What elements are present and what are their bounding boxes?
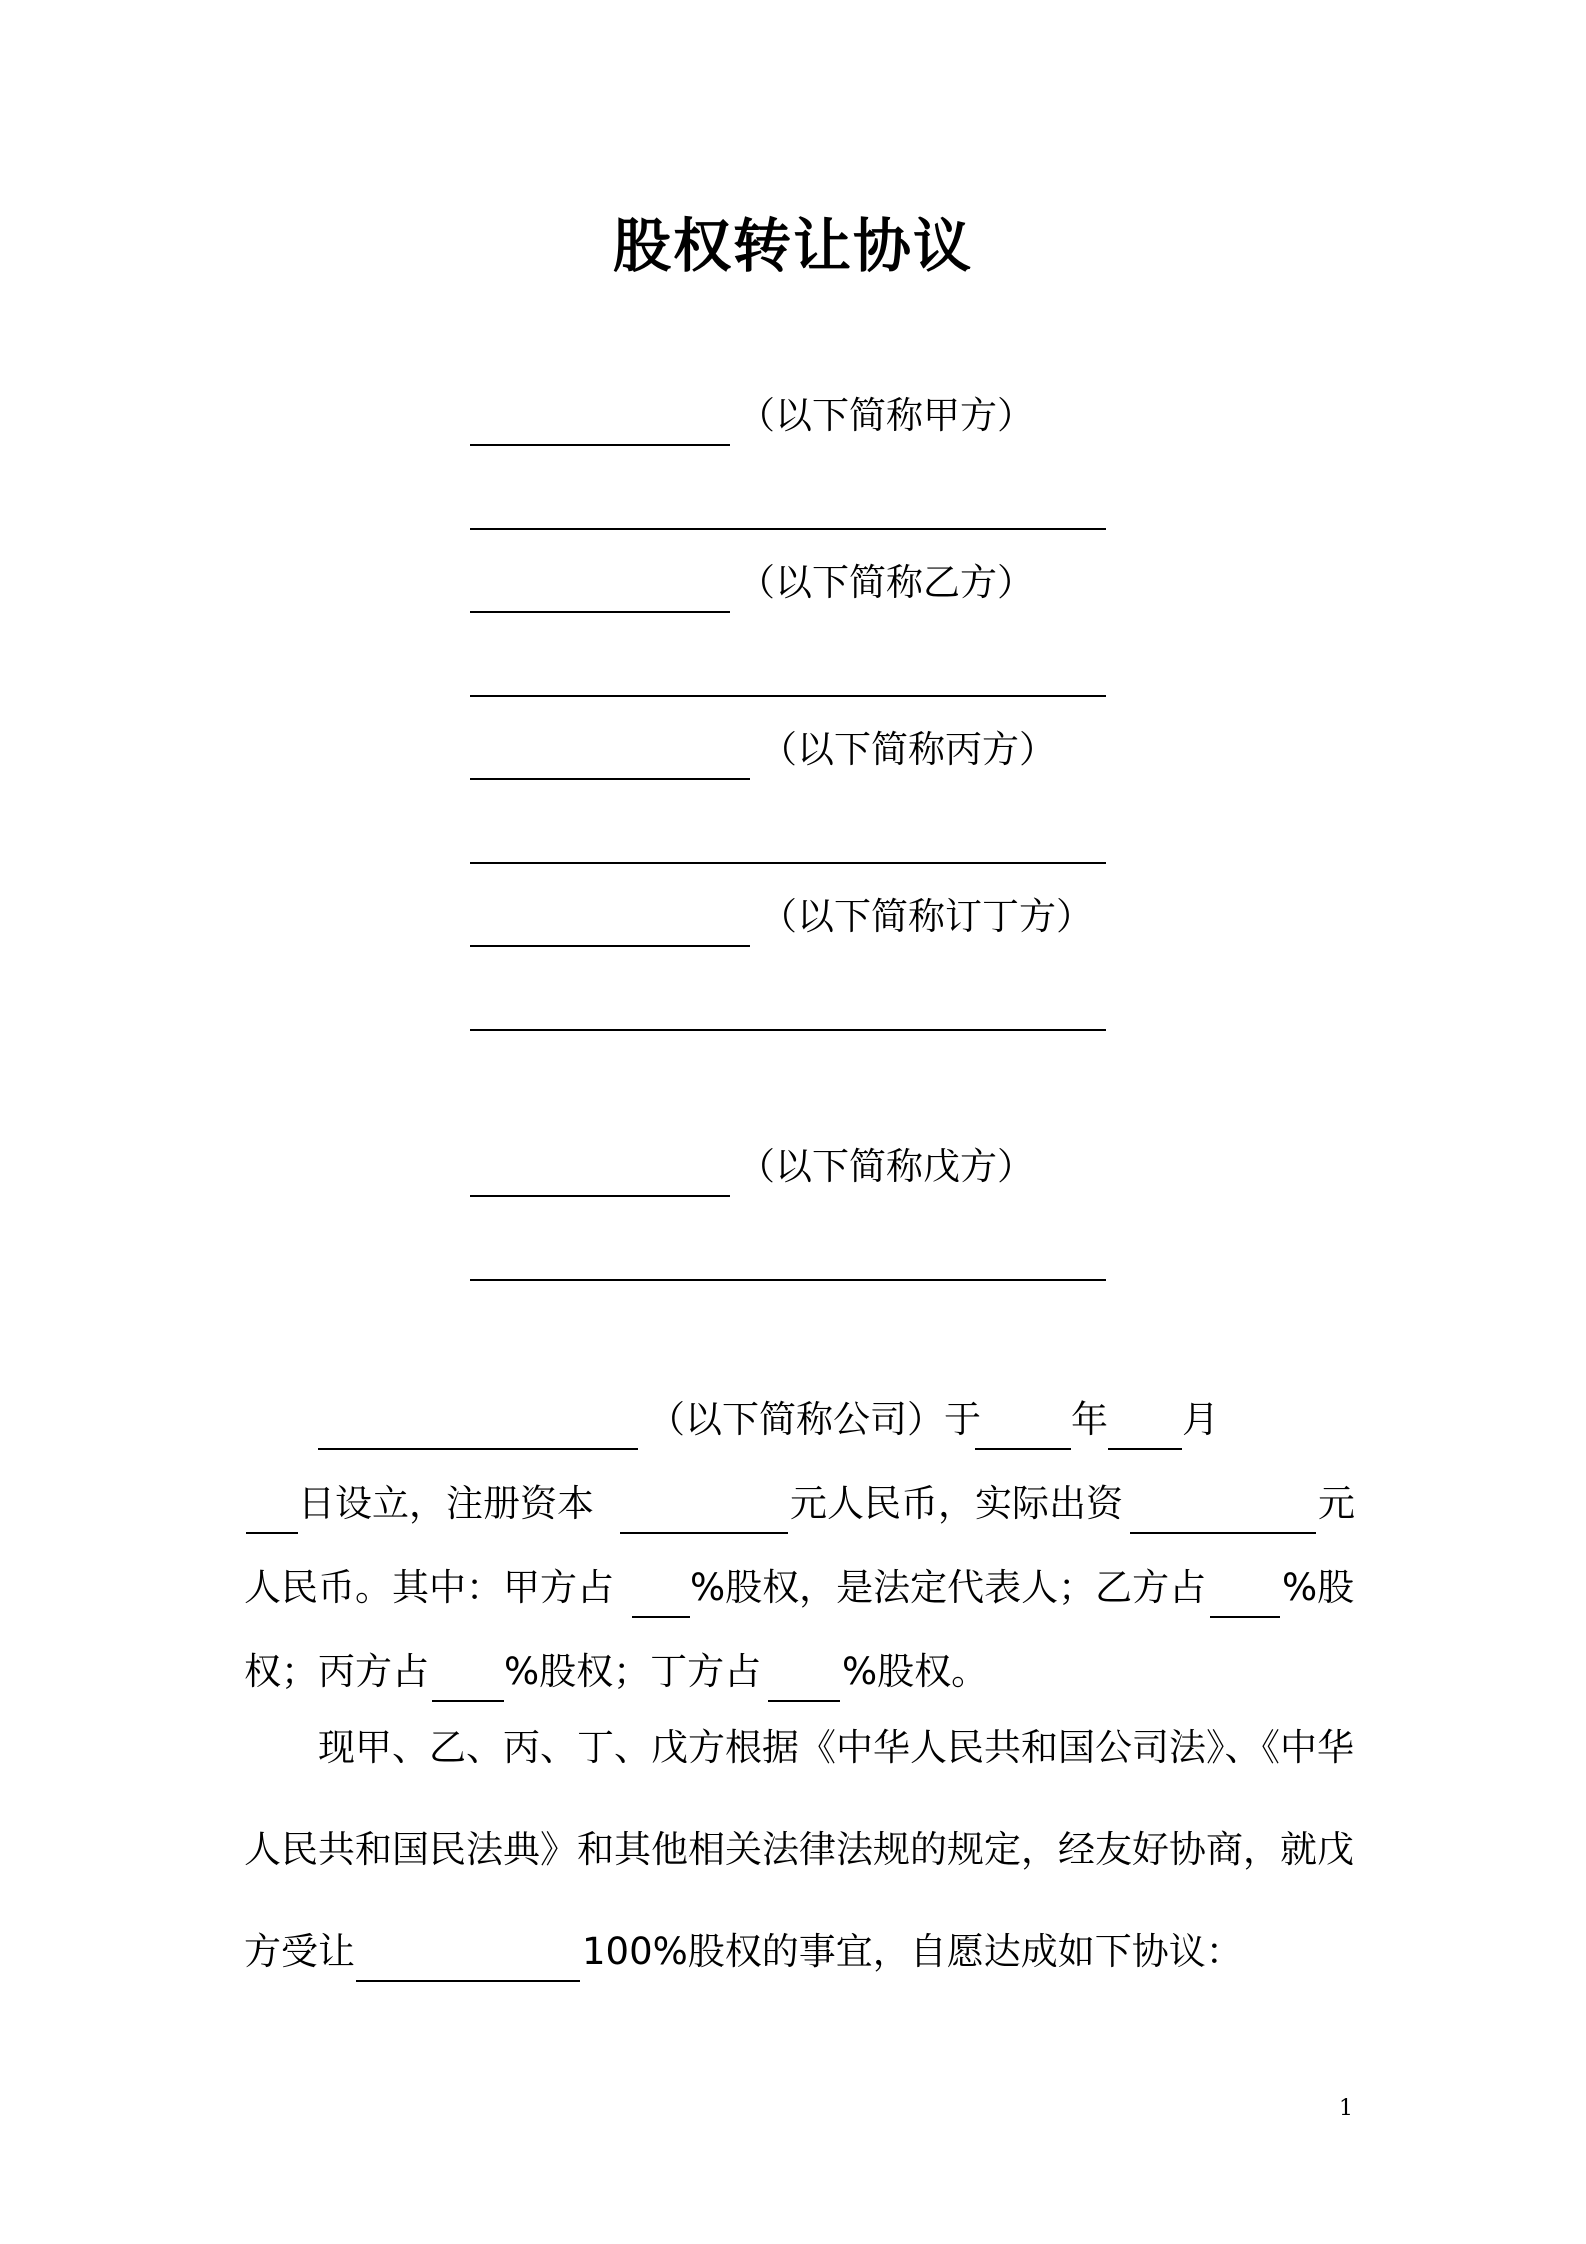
party-1-name-line bbox=[470, 444, 730, 446]
target-company-line bbox=[356, 1980, 580, 1982]
basis-para-line-1 bbox=[0, 1718, 1586, 1778]
company-para-line-2 bbox=[0, 1474, 1586, 1534]
month-label: 月 bbox=[1182, 1398, 1219, 1441]
party-4-id-line bbox=[470, 1029, 1106, 1031]
party-3-id-line bbox=[470, 862, 1106, 864]
basis-para-text-3a: 方受让 bbox=[244, 1930, 355, 1973]
party-d-share-line bbox=[768, 1700, 840, 1702]
registered-capital-line bbox=[620, 1532, 788, 1534]
basis-para-line-2 bbox=[0, 1820, 1586, 1880]
transferee-name-line bbox=[470, 1195, 730, 1197]
company-para-text-2c: 元 bbox=[1318, 1482, 1355, 1525]
transferee-id-line bbox=[470, 1279, 1106, 1281]
company-name-line bbox=[318, 1448, 638, 1450]
document-title: 股权转让协议 bbox=[612, 212, 973, 280]
party-2-name-line bbox=[470, 611, 730, 613]
party-4-note: （以下简称订丁方） bbox=[760, 895, 1093, 938]
company-para-text-2b: 元人民币，实际出资 bbox=[790, 1482, 1123, 1525]
party-3-note: （以下简称丙方） bbox=[760, 728, 1056, 771]
basis-para-line-3 bbox=[0, 1922, 1586, 1982]
transferee-note: （以下简称戊方） bbox=[738, 1145, 1034, 1188]
company-para-text-4b: %股权；丁方占 bbox=[504, 1650, 762, 1693]
year-line bbox=[975, 1448, 1071, 1450]
company-para-text-4a: 权；丙方占 bbox=[244, 1650, 429, 1693]
company-para-line-1 bbox=[0, 1390, 1586, 1450]
party-1-note: （以下简称甲方） bbox=[738, 394, 1034, 437]
month-line bbox=[1108, 1448, 1182, 1450]
company-para-text-3a: 人民币。其中：甲方占 bbox=[244, 1566, 614, 1609]
company-para-text-2a: 日设立，注册资本 bbox=[298, 1482, 594, 1525]
party-c-share-line bbox=[432, 1700, 504, 1702]
company-para-line-4 bbox=[0, 1642, 1586, 1702]
basis-para-text-2: 人民共和国民法典》和其他相关法律法规的规定，经友好协商，就戊 bbox=[244, 1828, 1354, 1871]
basis-para-text-1: 现甲、乙、丙、丁、戊方根据《中华人民共和国公司法》、《中华 bbox=[318, 1726, 1354, 1769]
party-2-id-line bbox=[470, 695, 1106, 697]
year-label: 年 bbox=[1071, 1398, 1108, 1441]
party-3-name-line bbox=[470, 778, 750, 780]
basis-para-text-3b: 100%股权的事宜，自愿达成如下协议： bbox=[582, 1930, 1243, 1973]
page-number: 1 bbox=[1339, 2096, 1353, 2121]
paid-capital-line bbox=[1130, 1532, 1316, 1534]
company-para-text-4c: %股权。 bbox=[842, 1650, 989, 1693]
day-line bbox=[246, 1532, 298, 1534]
company-para-text-1: （以下简称公司）于 bbox=[648, 1398, 981, 1441]
party-1-id-line bbox=[470, 528, 1106, 530]
company-para-line-3 bbox=[0, 1558, 1586, 1618]
company-para-text-3b: %股权，是法定代表人；乙方占 bbox=[690, 1566, 1207, 1609]
company-para-text-3c: %股 bbox=[1282, 1566, 1355, 1609]
party-4-name-line bbox=[470, 945, 750, 947]
party-2-note: （以下简称乙方） bbox=[738, 561, 1034, 604]
party-b-share-line bbox=[1210, 1616, 1280, 1618]
party-a-share-line bbox=[632, 1616, 690, 1618]
